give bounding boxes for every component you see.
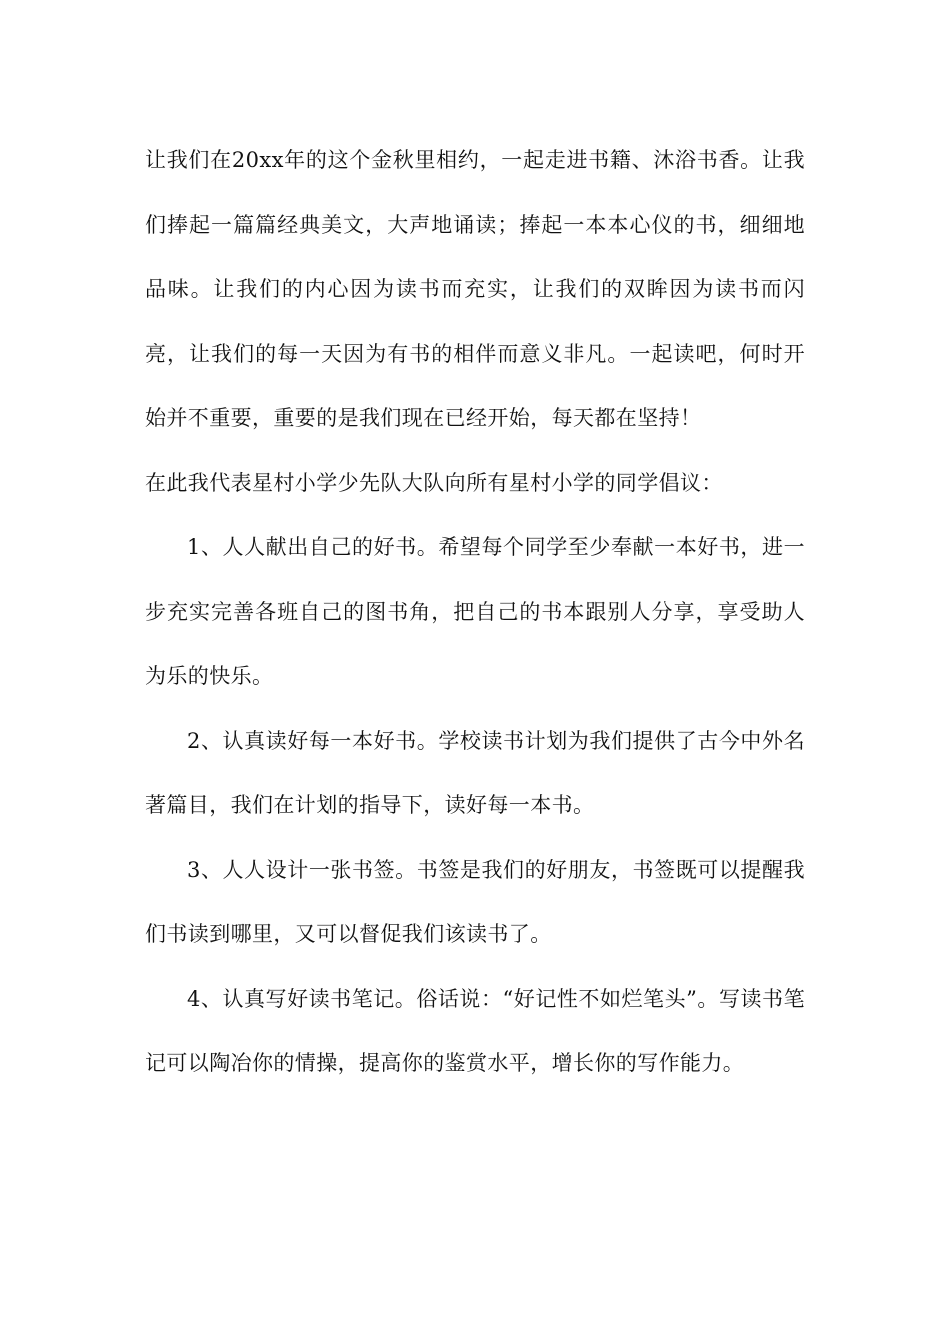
paragraph-item-3: 3、人人设计一张书签。书签是我们的好朋友，书签既可以提醒我们书读到哪里，又可以督促我们该读书了。	[145, 857, 805, 946]
paragraph-proposal-lead: 在此我代表星村小学少先队大队向所有星村小学的同学倡议：	[145, 470, 723, 495]
paragraph-item-4: 4、认真写好读书笔记。俗话说：“好记性不如烂笔头”。写读书笔记可以陶冶你的情操，提高你的鉴赏水平，增长你的写作能力。	[145, 986, 805, 1075]
document-body	[145, 128, 805, 1096]
paragraph-item-2: 2、认真读好每一本好书。学校读书计划为我们提供了古今中外名著篇目，我们在计划的指导下，读好每一本书。	[145, 728, 805, 817]
paragraph-item-1: 1、人人献出自己的好书。希望每个同学至少奉献一本好书，进一步充实完善各班自己的图书角，把自己的书本跟别人分享，享受助人为乐的快乐。	[145, 535, 805, 688]
paragraph-intro: 让我们在20xx年的这个金秋里相约，一起走进书籍、沐浴书香。让我们捧起一篇篇经典美文，大声地诵读；捧起一本本心仪的书，细细地品味。让我们的内心因为读书而充实，让我们的双眸因为读书而闪亮，让我们的每一天因为有书的相伴而意义非凡。一起读吧，何时开始并不重要，重要的是我们现在已经开始，每天都在坚持！	[145, 148, 805, 430]
